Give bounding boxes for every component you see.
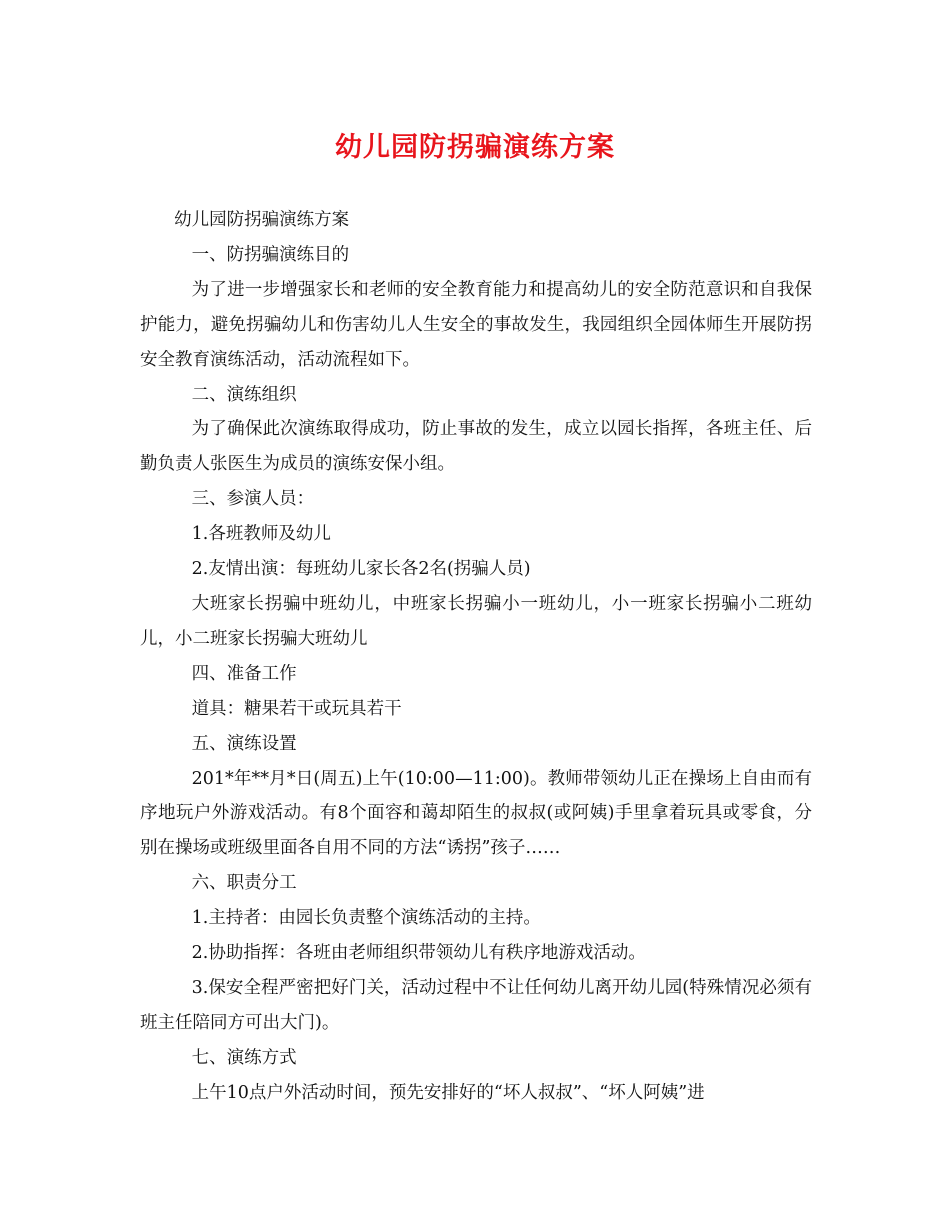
section-heading-method: 七、演练方式	[191, 1047, 297, 1068]
list-item-duties-1: 1.主持者：由园长负责整个演练活动的主持。	[191, 908, 541, 929]
list-item-participants-1: 1.各班教师及幼儿	[191, 524, 331, 545]
section-heading-organization: 二、演练组织	[191, 384, 297, 405]
document-title: 幼儿园防拐骗演练方案	[335, 132, 615, 163]
section-heading-duties: 六、职责分工	[191, 873, 297, 894]
section-heading-participants: 三、参演人员：	[191, 489, 315, 510]
document-body	[140, 203, 812, 1111]
list-item-duties-2: 2.协助指挥：各班由老师组织带领幼儿有秩序地游戏活动。	[191, 943, 646, 964]
section-heading-preparation: 四、准备工作	[191, 663, 297, 684]
paragraph-participants-assignment: 大班家长拐骗中班幼儿，中班家长拐骗小一班幼儿，小一班家长拐骗小二班幼儿，小二班家长拐骗大班幼儿	[140, 593, 812, 649]
paragraph-organization: 为了确保此次演练取得成功，防止事故的发生，成立以园长指挥，各班主任、后勤负责人张医生为成员的演练安保小组。	[140, 419, 812, 475]
paragraph-preparation: 道具：糖果若干或玩具若干	[191, 698, 402, 719]
paragraph-setup: 201*年**月*日(周五)上午(10:00—11:00)。教师带领幼儿正在操场上自由而有序地玩户外游戏活动。有8个面容和蔼却陌生的叔叔(或阿姨)手里拿着玩具或零食，分别在操场或班级里面各自用不同的方法“诱拐”孩子……	[140, 768, 812, 859]
list-item-participants-2: 2.友情出演：每班幼儿家长各2名(拐骗人员)	[191, 559, 531, 580]
paragraph-purpose: 为了进一步增强家长和老师的安全教育能力和提高幼儿的安全防范意识和自我保护能力，避免拐骗幼儿和伤害幼儿人生安全的事故发生，我园组织全园体师生开展防拐安全教育演练活动，活动流程如下。	[140, 279, 812, 370]
section-heading-purpose: 一、防拐骗演练目的	[191, 244, 350, 265]
paragraph-method: 上午10点户外活动时间，预先安排好的“坏人叔叔”、“坏人阿姨”进	[191, 1082, 705, 1103]
list-item-duties-3: 3.保安全程严密把好门关，活动过程中不让任何幼儿离开幼儿园(特殊情况必须有班主任陪同方可出大门)。	[140, 977, 812, 1033]
section-heading-setup: 五、演练设置	[191, 733, 297, 754]
paragraph-subtitle: 幼儿园防拐骗演练方案	[174, 210, 350, 230]
